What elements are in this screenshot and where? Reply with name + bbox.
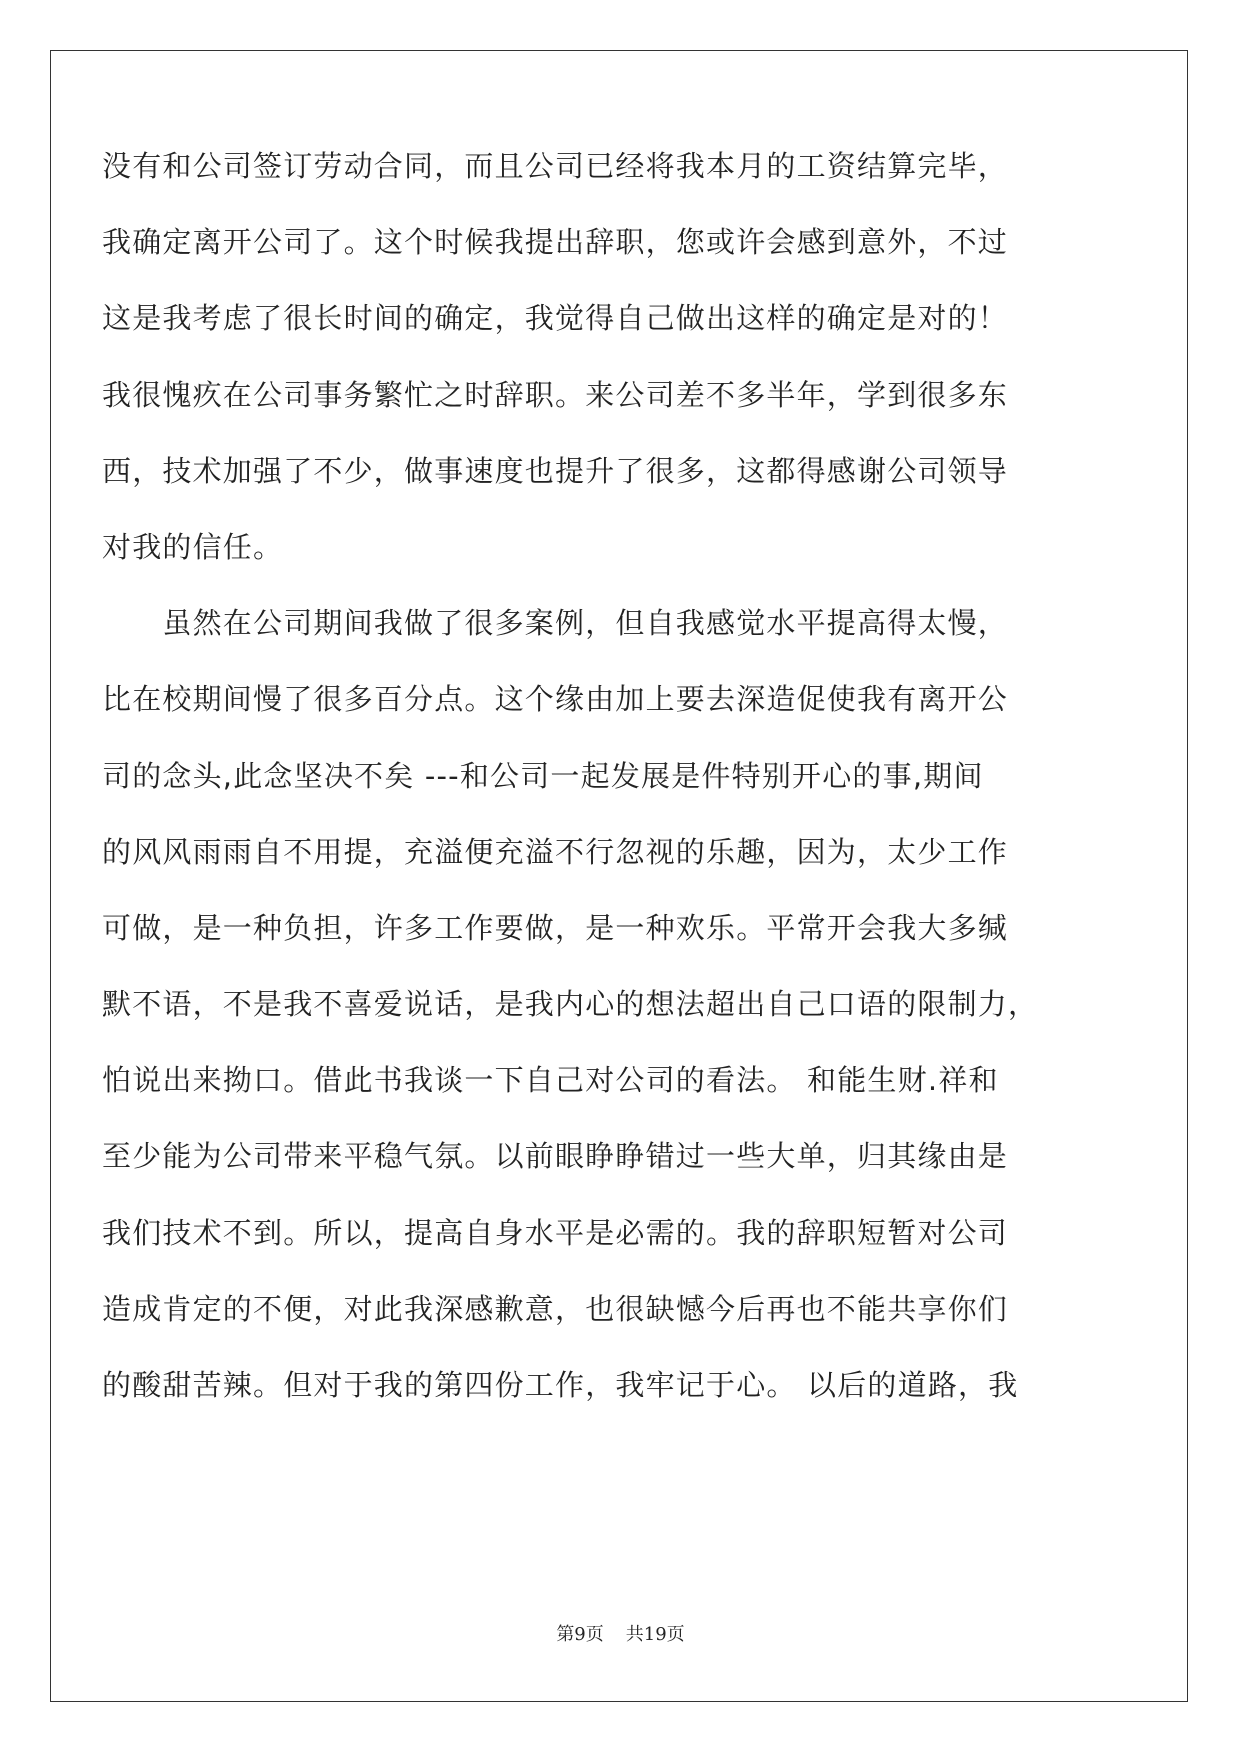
text-line: 怕说出来拗口。借此书我谈一下自己对公司的看法。 和能生财.祥和	[102, 1063, 999, 1098]
text-line: 这是我考虑了很长时间的确定，我觉得自己做出这样的确定是对的！	[102, 301, 1009, 336]
text-line: 西，技术加强了不少，做事速度也提升了很多，这都得感谢公司领导	[102, 453, 1009, 488]
text-line: 的酸甜苦辣。但对于我的第四份工作，我牢记于心。 以后的道路，我	[102, 1368, 1019, 1402]
text-line: 至少能为公司带来平稳气氛。以前眼睁睁错过一些大单，归其缘由是	[102, 1139, 1009, 1174]
text-line: 造成肯定的不便，对此我深感歉意，也很缺憾今后再也不能共享你们	[102, 1291, 1009, 1326]
page-number: 第9页	[556, 1624, 604, 1645]
text-line: 对我的信任。	[102, 529, 284, 564]
text-line: 司的念头,此念坚决不矣 ---和公司一起发展是件特别开心的事,期间	[102, 758, 984, 793]
paragraph-start-line: 虽然在公司期间我做了很多案例，但自我感觉水平提高得太慢，	[102, 606, 1009, 641]
text-line: 我们技术不到。所以，提高自身水平是必需的。我的辞职短暂对公司	[102, 1215, 1009, 1250]
document-body	[102, 150, 1102, 1445]
text-line: 比在校期间慢了很多百分点。这个缘由加上要去深造促使我有离开公	[102, 682, 1009, 717]
total-pages: 共19页	[625, 1624, 685, 1645]
text-line: 没有和公司签订劳动合同，而且公司已经将我本月的工资结算完毕，	[102, 149, 1009, 183]
text-line: 可做，是一种负担，许多工作要做，是一种欢乐。平常开会我大多缄	[102, 910, 1009, 945]
text-line: 我很愧疚在公司事务繁忙之时辞职。来公司差不多半年，学到很多东	[102, 377, 1009, 412]
text-line: 默不语，不是我不喜爱说话，是我内心的想法超出自己口语的限制力，	[102, 987, 1039, 1022]
text-line: 我确定离开公司了。这个时候我提出辞职，您或许会感到意外，不过	[102, 225, 1009, 260]
page-footer	[0, 1620, 1241, 1646]
text-line: 的风风雨雨自不用提，充溢便充溢不行忽视的乐趣，因为，太少工作	[102, 834, 1009, 869]
